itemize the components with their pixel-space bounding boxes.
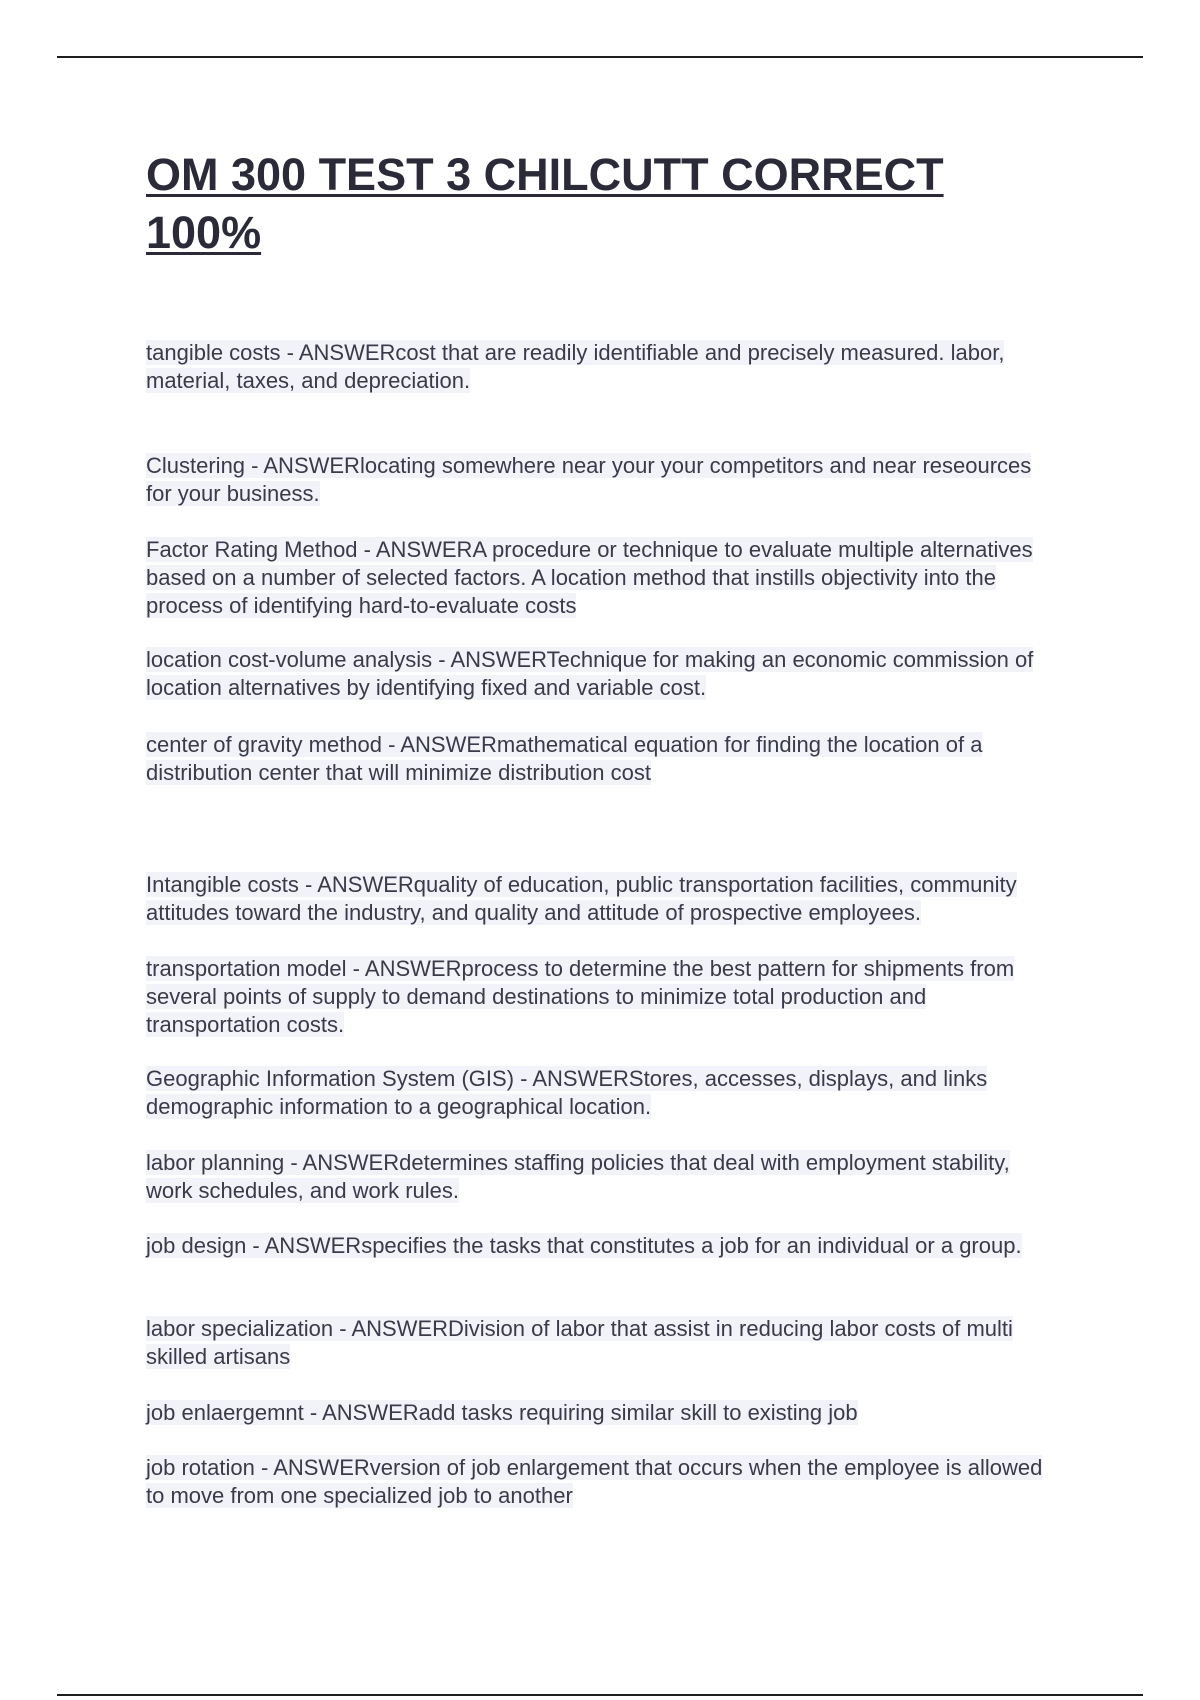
qa-entry xyxy=(146,731,1061,787)
qa-entry xyxy=(146,1232,1061,1260)
qa-entry-text: tangible costs - ANSWERcost that are readily identifiable and precisely measured. labor, material, taxes, and depreciation. xyxy=(146,340,1005,393)
qa-entry-text: transportation model - ANSWERprocess to determine the best pattern for shipments from several points of supply to demand destinations to minimize total production and transportation costs. xyxy=(146,956,1015,1037)
qa-entry xyxy=(146,1454,1061,1510)
qa-entry xyxy=(146,1149,1061,1205)
qa-entry xyxy=(146,339,1061,395)
qa-entry xyxy=(146,955,1061,1039)
qa-entry-text: labor planning - ANSWERdetermines staffing policies that deal with employment stability, work schedules, and work rules. xyxy=(146,1150,1010,1203)
qa-entry-text: location cost-volume analysis - ANSWERTechnique for making an economic commission of location alternatives by identifying fixed and variable cost. xyxy=(146,647,1034,700)
qa-entry-text: Intangible costs - ANSWERquality of education, public transportation facilities, community attitudes toward the industry, and quality and attitude of prospective employees. xyxy=(146,872,1017,925)
top-rule xyxy=(57,56,1143,58)
qa-entry xyxy=(146,1065,1061,1121)
qa-entry-text: Clustering - ANSWERlocating somewhere near your your competitors and near reseources for your business. xyxy=(146,453,1032,506)
qa-entry xyxy=(146,871,1061,927)
qa-entry-text: Factor Rating Method - ANSWERA procedure or technique to evaluate multiple alternatives based on a number of selected factors. A location method that instills objectivity into the process of identifying hard-to-evaluate costs xyxy=(146,537,1033,618)
bottom-rule xyxy=(57,1694,1143,1696)
qa-entry xyxy=(146,646,1061,702)
qa-entry-text: job enlaergemnt - ANSWERadd tasks requiring similar skill to existing job xyxy=(146,1400,858,1425)
qa-entry xyxy=(146,452,1061,508)
qa-entry xyxy=(146,1315,1061,1371)
document-title: OM 300 TEST 3 CHILCUTT CORRECT 100% xyxy=(146,149,944,258)
qa-entry xyxy=(146,1399,1061,1427)
qa-entry xyxy=(146,536,1061,620)
qa-entry-text: job rotation - ANSWERversion of job enlargement that occurs when the employee is allowed to move from one specialized job to another xyxy=(146,1455,1043,1508)
qa-entry-text: Geographic Information System (GIS) - ANSWERStores, accesses, displays, and links demographic information to a geographical location. xyxy=(146,1066,988,1119)
qa-entry-text: labor specialization - ANSWERDivision of labor that assist in reducing labor costs of multi skilled artisans xyxy=(146,1316,1013,1369)
qa-entry-text: job design - ANSWERspecifies the tasks that constitutes a job for an individual or a group. xyxy=(146,1233,1022,1258)
qa-entry-text: center of gravity method - ANSWERmathematical equation for finding the location of a distribution center that will minimize distribution cost xyxy=(146,732,983,785)
